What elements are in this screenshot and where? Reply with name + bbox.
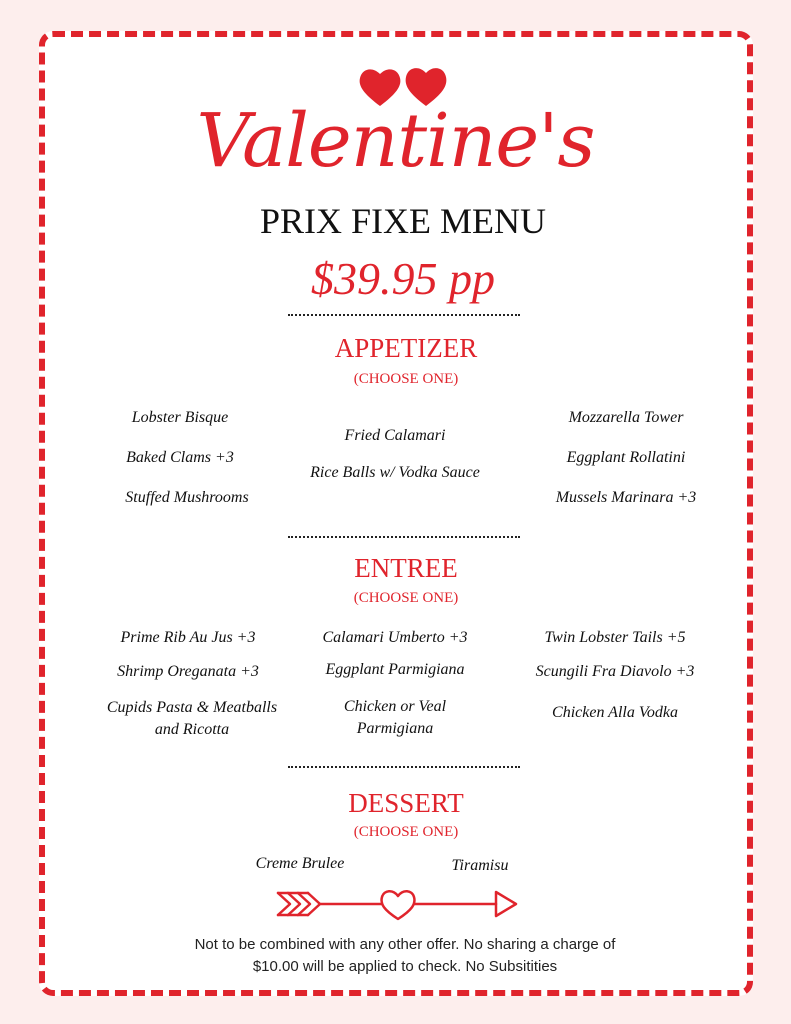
menu-item: Rice Balls w/ Vodka Sauce	[310, 464, 480, 481]
menu-price: $39.95 pp	[311, 253, 495, 304]
appetizer-heading: APPETIZER	[334, 333, 478, 363]
divider	[288, 536, 520, 538]
menu-item: Twin Lobster Tails +5	[544, 629, 686, 646]
entree-heading: ENTREE	[354, 553, 458, 583]
menu-item: Prime Rib Au Jus +3	[120, 629, 256, 646]
menu-subtitle: PRIX FIXE MENU	[259, 201, 546, 241]
divider	[288, 766, 520, 768]
menu-item: Scungili Fra Diavolo +3	[535, 663, 695, 680]
menu-item: Creme Brulee	[255, 855, 345, 872]
menu-item: Baked Clams +3	[126, 449, 234, 466]
menu-item: Tiramisu	[451, 857, 509, 874]
menu-item: Calamari Umberto +3	[322, 629, 468, 646]
menu-item: Mozzarella Tower	[568, 409, 684, 426]
menu-item: Chicken or Veal Parmigiana	[343, 698, 447, 737]
menu-item: Mussels Marinara +3	[555, 489, 697, 506]
menu-title: Valentine's	[196, 98, 595, 184]
menu-item: Stuffed Mushrooms	[125, 489, 249, 506]
menu-item: Cupids Pasta & Meatballs and Ricotta	[106, 699, 278, 738]
menu-item: Chicken Alla Vodka	[552, 704, 678, 721]
footer-line: $10.00 will be applied to check. No Subsitities	[252, 958, 558, 975]
dessert-heading: DESSERT	[348, 788, 464, 818]
entree-note: (CHOOSE ONE)	[353, 590, 459, 606]
appetizer-note: (CHOOSE ONE)	[353, 371, 459, 387]
heart-arrow-icon	[276, 885, 520, 923]
footer-line: Not to be combined with any other offer. No sharing a charge of	[194, 936, 616, 953]
footer-disclaimer	[120, 934, 690, 978]
menu-item: Eggplant Parmigiana	[325, 661, 465, 678]
menu-item: Shrimp Oreganata +3	[117, 663, 259, 680]
menu-item: Eggplant Rollatini	[566, 449, 686, 466]
menu-item: Lobster Bisque	[131, 409, 229, 426]
divider	[288, 314, 520, 316]
dessert-note: (CHOOSE ONE)	[353, 824, 459, 840]
menu-item: Fried Calamari	[344, 427, 446, 444]
